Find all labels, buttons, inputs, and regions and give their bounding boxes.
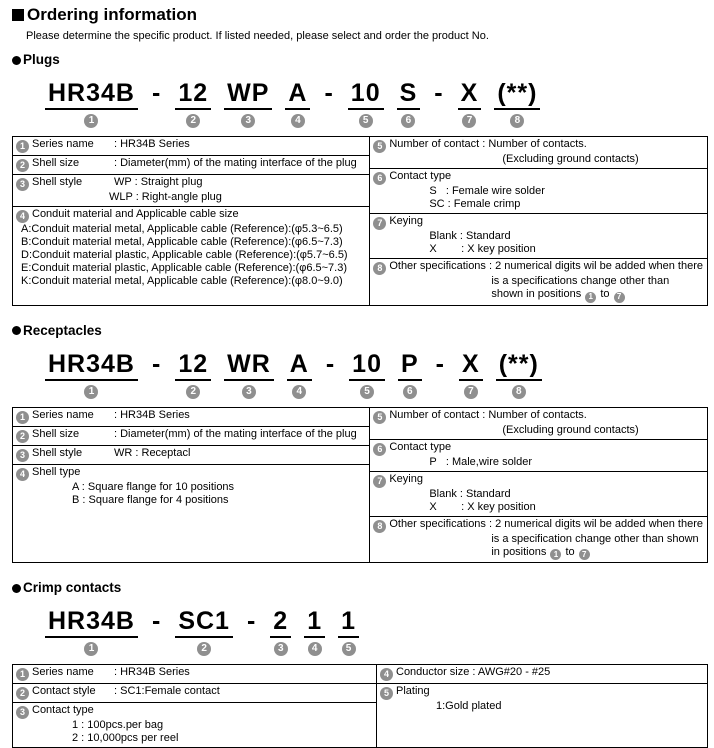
part-number-text: P — [398, 350, 422, 381]
part-number-dash — [433, 79, 444, 108]
circled-number: 8 — [373, 262, 386, 275]
circled-number: 5 — [342, 642, 356, 656]
table-line: 5 Number of contact : Number of contacts. — [373, 138, 703, 153]
table-line: 3 Shell style WP : Straight plug — [16, 176, 365, 191]
part-number-segment — [348, 79, 384, 128]
circled-number: 4 — [291, 114, 305, 128]
part-number-segment — [459, 350, 483, 399]
table-row — [370, 259, 707, 305]
circled-number: 2 — [16, 687, 29, 700]
table-row — [370, 214, 707, 259]
part-number-text: - — [435, 349, 445, 378]
row-label: Series name — [32, 138, 94, 150]
part-number-text: A — [287, 350, 312, 381]
part-number-text: 12 — [175, 350, 211, 381]
circled-number: 4 — [16, 210, 29, 223]
page-title-label: Ordering information — [27, 5, 197, 24]
part-number-text: - — [246, 607, 257, 635]
part-number-segment — [287, 350, 312, 399]
circled-number: 7 — [614, 292, 625, 303]
circle-bullet-icon — [12, 326, 21, 335]
table-row — [13, 207, 369, 305]
part-number-segment — [224, 79, 272, 128]
circled-number: 3 — [274, 642, 288, 656]
page-subtitle: Please determine the specific product. If listed needed, please select and order the product No. — [26, 30, 489, 42]
table-line: K:Conduit material metal, Applicable cable (Reference):(φ8.0~9.0) — [21, 275, 343, 287]
part-number-text: WR — [224, 350, 274, 381]
table-line: 3 Contact type — [16, 704, 372, 719]
ordering-table — [12, 407, 708, 564]
table-line: is a specifications change other than — [491, 275, 670, 287]
table-line: 3 Shell style WR : Receptacl — [16, 447, 365, 462]
part-number-text: - — [325, 349, 336, 378]
part-number-text: X — [458, 79, 482, 110]
table-line: X : X key position — [429, 243, 536, 255]
table-line: is a specification change other than shown — [491, 532, 699, 545]
table-row — [13, 703, 376, 747]
circled-number: 3 — [16, 706, 29, 719]
table-col-left — [13, 408, 370, 563]
section-heading-crimp-contacts — [12, 579, 708, 597]
ordering-table — [12, 664, 708, 748]
table-col-left — [13, 137, 370, 305]
part-number-dash — [435, 350, 446, 379]
circled-number: 2 — [16, 430, 29, 443]
circled-number: 4 — [308, 642, 322, 656]
table-row — [13, 408, 369, 427]
part-number-text: - — [151, 349, 162, 378]
section-heading-label: Crimp contacts — [23, 580, 122, 595]
section-heading-receptacles — [12, 322, 708, 340]
row-label: Shell size — [32, 157, 80, 169]
circled-number: 1 — [84, 385, 98, 399]
part-number-segment — [45, 350, 138, 399]
section-heading-plugs — [12, 51, 708, 69]
part-number-text: 10 — [348, 79, 384, 110]
part-number-text: - — [151, 607, 162, 635]
row-label: Shell size — [32, 427, 80, 440]
table-line: in positions 1 to 7 — [373, 546, 703, 561]
part-number-segment — [398, 350, 422, 399]
square-bullet-icon — [12, 9, 24, 21]
circled-number: 7 — [579, 549, 590, 560]
circled-number: 3 — [16, 449, 29, 462]
table-row — [370, 517, 707, 563]
table-row — [13, 446, 369, 465]
circled-number: 2 — [186, 114, 200, 128]
circled-number: 5 — [359, 114, 373, 128]
part-number-text: 2 — [270, 607, 291, 638]
part-number-text: HR34B — [45, 79, 138, 110]
table-line: A : Square flange for 10 positions — [72, 480, 235, 493]
table-line: B : Square flange for 4 positions — [72, 493, 229, 506]
table-line: 1 : 100pcs.per bag — [72, 719, 164, 731]
part-number-text: - — [324, 79, 334, 107]
table-row — [13, 156, 369, 175]
table-line: shown in positions 1 to 7 — [373, 288, 703, 303]
table-line: 2 Shell size : Diameter(mm) of the mating interface of the plug — [16, 428, 365, 443]
table-line: 4 Shell type — [16, 466, 365, 481]
table-line: 2 Shell size : Diameter(mm) of the mating interface of the plug — [16, 157, 365, 172]
part-number-segment — [175, 607, 233, 656]
row-label: Shell style — [32, 446, 83, 459]
table-row — [13, 427, 369, 446]
section-plugs — [12, 51, 708, 306]
part-number-segment — [175, 79, 211, 128]
circled-number: 1 — [585, 292, 596, 303]
part-number-text: 1 — [304, 607, 325, 638]
row-label: Series name — [32, 408, 94, 421]
circled-number: 1 — [16, 140, 29, 153]
table-line: Blank : Standard — [429, 487, 511, 500]
sections — [12, 51, 708, 748]
part-number-text: WP — [224, 79, 272, 110]
part-number-text: HR34B — [45, 607, 138, 638]
part-number-dash — [325, 350, 336, 379]
circled-number: 1 — [84, 642, 98, 656]
circled-number: 1 — [550, 549, 561, 560]
part-number-segment — [45, 79, 138, 128]
part-number-segment — [45, 607, 138, 656]
part-number-segment — [397, 79, 421, 128]
page-title — [12, 5, 708, 25]
table-row — [13, 665, 376, 684]
part-number-segment — [224, 350, 274, 399]
table-row — [13, 175, 369, 207]
table-line: 8 Other specifications : 2 numerical digits wil be added when there — [373, 518, 703, 533]
circled-number: 6 — [401, 114, 415, 128]
table-line: 1 Series name : HR34B Series — [16, 138, 365, 153]
circled-number: 1 — [84, 114, 98, 128]
table-line: WLP : Right-angle plug — [109, 191, 222, 203]
table-col-right — [377, 665, 707, 747]
table-line: 1 Series name : HR34B Series — [16, 666, 372, 681]
table-line: B:Conduit material metal, Applicable cable (Reference):(φ6.5~7.3) — [21, 236, 343, 248]
part-number-dash — [151, 79, 162, 108]
table-line: P : Male,wire solder — [429, 455, 533, 468]
circled-number: 2 — [16, 159, 29, 172]
part-number-segment — [175, 350, 211, 399]
table-line: X : X key position — [429, 500, 536, 513]
part-number-text: - — [151, 79, 162, 107]
table-line: 2 : 10,000pcs per reel — [72, 732, 179, 744]
table-line: (Excluding ground contacts) — [502, 153, 639, 165]
table-line: 5 Plating — [380, 685, 703, 700]
table-row — [377, 684, 707, 747]
table-line: SC : Female crimp — [429, 198, 521, 210]
part-number-segment — [304, 607, 325, 656]
part-number-segment — [496, 350, 542, 399]
part-number-dash — [323, 79, 334, 108]
part-number-segment — [270, 607, 291, 656]
table-row — [370, 137, 707, 169]
part-number-segment — [338, 607, 359, 656]
part-number — [45, 79, 708, 128]
circled-number: 6 — [373, 172, 386, 185]
section-heading-label: Receptacles — [23, 322, 102, 338]
circled-number: 2 — [197, 642, 211, 656]
circled-number: 5 — [373, 140, 386, 153]
part-number-segment — [285, 79, 310, 128]
section-crimp-contacts — [12, 579, 708, 748]
part-number-text: HR34B — [45, 350, 138, 381]
circled-number: 4 — [16, 468, 29, 481]
table-line: 4 Conductor size : AWG#20 - #25 — [380, 666, 703, 681]
part-number-text: 1 — [338, 607, 359, 638]
circled-number: 3 — [16, 178, 29, 191]
part-number — [45, 607, 708, 656]
table-row — [370, 169, 707, 214]
part-number-text: SC1 — [175, 607, 233, 638]
part-number-segment — [494, 79, 540, 128]
table-row — [13, 684, 376, 703]
circled-number: 8 — [512, 385, 526, 399]
part-number-text: 10 — [349, 350, 385, 381]
table-line: 4 Conduit material and Applicable cable size — [16, 208, 365, 223]
part-number-text: X — [459, 350, 483, 381]
section-heading-label: Plugs — [23, 52, 60, 67]
part-number-text: - — [434, 79, 444, 107]
circled-number: 3 — [242, 385, 256, 399]
table-row — [370, 440, 707, 472]
circled-number: 1 — [16, 411, 29, 424]
table-line: Blank : Standard — [429, 230, 511, 242]
part-number-segment — [349, 350, 385, 399]
circled-number: 8 — [510, 114, 524, 128]
circled-number: 7 — [373, 217, 386, 230]
table-line: 1 Series name : HR34B Series — [16, 409, 365, 424]
part-number-dash — [151, 350, 162, 379]
part-number-text: (**) — [494, 79, 540, 110]
table-line: 8 Other specifications : 2 numerical digits wil be added when there — [373, 260, 703, 275]
table-line: 7 Keying — [373, 215, 703, 230]
row-label: Shell style — [32, 176, 83, 188]
table-line: 1:Gold plated — [436, 700, 502, 712]
circled-number: 5 — [360, 385, 374, 399]
table-row — [370, 408, 707, 440]
part-number-segment — [458, 79, 482, 128]
table-col-right — [370, 408, 707, 563]
circled-number: 4 — [292, 385, 306, 399]
table-line: (Excluding ground contacts) — [502, 423, 639, 436]
circle-bullet-icon — [12, 584, 21, 593]
circled-number: 1 — [16, 668, 29, 681]
table-line: 7 Keying — [373, 473, 703, 488]
table-line: 5 Number of contact : Number of contacts. — [373, 409, 703, 424]
table-col-left — [13, 665, 377, 747]
part-number-text: (**) — [496, 350, 542, 381]
circled-number: 5 — [380, 687, 393, 700]
table-line: 6 Contact type — [373, 170, 703, 185]
circle-bullet-icon — [12, 56, 21, 65]
part-number-text: A — [285, 79, 310, 110]
circled-number: 7 — [462, 114, 476, 128]
table-line: D:Conduit material plastic, Applicable cable (Reference):(φ5.7~6.5) — [21, 249, 348, 261]
table-line: A:Conduit material metal, Applicable cable (Reference):(φ5.3~6.5) — [21, 223, 343, 235]
part-number-text: S — [397, 79, 421, 110]
part-number-text: 12 — [175, 79, 211, 110]
table-row — [377, 665, 707, 684]
section-receptacles — [12, 322, 708, 564]
circled-number: 4 — [380, 668, 393, 681]
circled-number: 6 — [373, 443, 386, 456]
circled-number: 7 — [373, 475, 386, 488]
table-row — [370, 472, 707, 517]
table-col-right — [370, 137, 707, 305]
row-label: Series name — [32, 666, 94, 678]
part-number-dash — [151, 607, 162, 636]
circled-number: 5 — [373, 411, 386, 424]
part-number — [45, 350, 708, 399]
ordering-table — [12, 136, 708, 306]
table-line: S : Female wire solder — [429, 185, 545, 197]
table-line: 6 Contact type — [373, 441, 703, 456]
table-line: E:Conduit material plastic, Applicable cable (Reference):(φ6.5~7.3) — [21, 262, 347, 274]
row-label: Contact style — [32, 685, 96, 697]
table-row — [13, 137, 369, 156]
circled-number: 6 — [403, 385, 417, 399]
table-line: 2 Contact style : SC1:Female contact — [16, 685, 372, 700]
table-row — [13, 465, 369, 563]
circled-number: 2 — [186, 385, 200, 399]
circled-number: 7 — [464, 385, 478, 399]
part-number-dash — [246, 607, 257, 636]
circled-number: 3 — [241, 114, 255, 128]
circled-number: 8 — [373, 520, 386, 533]
